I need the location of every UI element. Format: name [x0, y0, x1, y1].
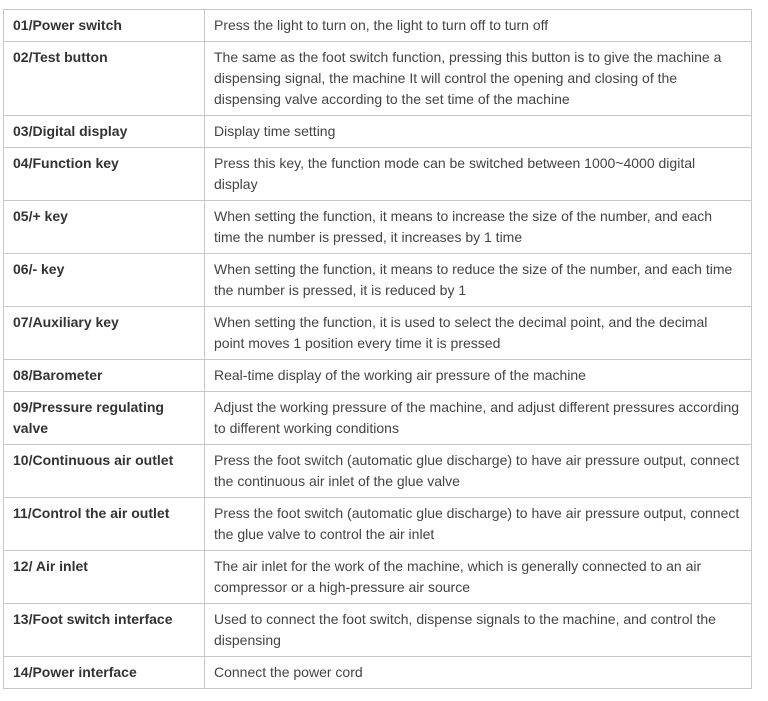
part-name: 05/+ key — [4, 201, 205, 254]
part-description: Used to connect the foot switch, dispense signals to the machine, and control the dispensing — [205, 604, 752, 657]
part-description: When setting the function, it is used to select the decimal point, and the decimal point moves 1 position every time it is pressed — [205, 307, 752, 360]
part-description: When setting the function, it means to reduce the size of the number, and each time the number is pressed, it is reduced by 1 — [205, 254, 752, 307]
table-row — [4, 445, 752, 498]
part-name: 02/Test button — [4, 42, 205, 116]
part-name: 10/Continuous air outlet — [4, 445, 205, 498]
part-name: 14/Power interface — [4, 657, 205, 689]
part-name: 06/- key — [4, 254, 205, 307]
part-name: 04/Function key — [4, 148, 205, 201]
part-description: Connect the power cord — [205, 657, 752, 689]
table-row — [4, 148, 752, 201]
part-description: Press the foot switch (automatic glue discharge) to have air pressure output, connect the continuous air inlet of the glue valve — [205, 445, 752, 498]
part-name: 03/Digital display — [4, 116, 205, 148]
table-row — [4, 551, 752, 604]
part-description: Press the foot switch (automatic glue discharge) to have air pressure output, connect the glue valve to control the air inlet — [205, 498, 752, 551]
part-name: 12/ Air inlet — [4, 551, 205, 604]
table-row — [4, 116, 752, 148]
table-row — [4, 254, 752, 307]
part-name: 11/Control the air outlet — [4, 498, 205, 551]
part-description: When setting the function, it means to increase the size of the number, and each time the number is pressed, it increases by 1 time — [205, 201, 752, 254]
part-name: 07/Auxiliary key — [4, 307, 205, 360]
table-row — [4, 307, 752, 360]
part-description: The same as the foot switch function, pressing this button is to give the machine a dispensing signal, the machine It will control the opening and closing of the dispensing valve according to the set time of the machine — [205, 42, 752, 116]
part-name: 01/Power switch — [4, 10, 205, 42]
part-description: Press the light to turn on, the light to turn off to turn off — [205, 10, 752, 42]
part-description: The air inlet for the work of the machine, which is generally connected to an air compressor or a high-pressure air source — [205, 551, 752, 604]
part-name: 09/Pressure regulating valve — [4, 392, 205, 445]
part-name: 08/Barometer — [4, 360, 205, 392]
table-row — [4, 392, 752, 445]
table-row — [4, 360, 752, 392]
table-row — [4, 201, 752, 254]
spec-table — [3, 9, 752, 689]
table-row — [4, 604, 752, 657]
part-description: Display time setting — [205, 116, 752, 148]
table-row — [4, 657, 752, 689]
part-name: 13/Foot switch interface — [4, 604, 205, 657]
table-row — [4, 42, 752, 116]
part-description: Press this key, the function mode can be switched between 1000~4000 digital display — [205, 148, 752, 201]
part-description: Real-time display of the working air pressure of the machine — [205, 360, 752, 392]
part-description: Adjust the working pressure of the machine, and adjust different pressures according to different working conditions — [205, 392, 752, 445]
table-row — [4, 498, 752, 551]
table-row — [4, 10, 752, 42]
